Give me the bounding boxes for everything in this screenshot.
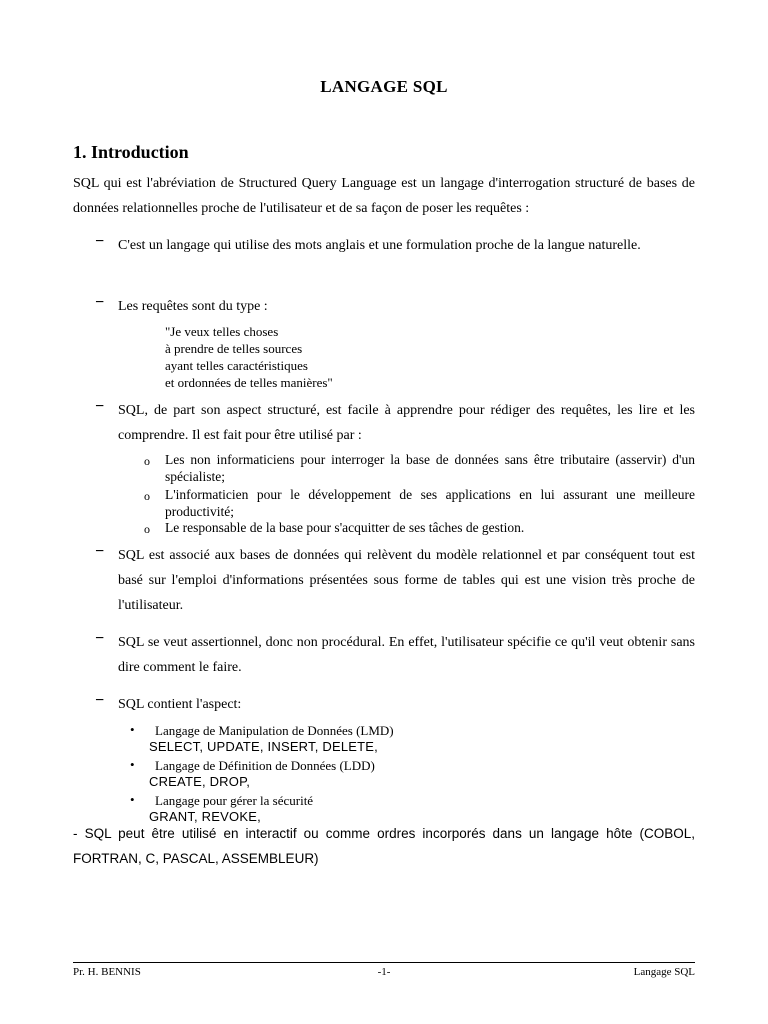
bullet-item: SQL est associé aux bases de données qui relèvent du modèle relationnel et par conséquent tout est basé sur l'emploi d'informations présentées sous forme de tables qui est une vision très proche de l'utilisateur. bbox=[118, 548, 695, 613]
section-heading: 1. Introduction bbox=[73, 142, 189, 162]
circle-bullet-icon: o bbox=[144, 489, 150, 503]
intro-paragraph: SQL qui est l'abréviation de Structured Query Language est un langage d'interrogation structuré de bases de données relationnelles proche de l'utilisateur et de sa façon de poser les requêtes : bbox=[73, 176, 695, 216]
footer-doc-title: Langage SQL bbox=[633, 966, 695, 978]
aspect-label: Langage de Manipulation de Données (LMD) bbox=[155, 723, 394, 738]
final-note: - SQL peut être utilisé en interactif ou comme ordres incorporés dans un langage hôte (COBOL, FORTRAN, C, PASCAL, ASSEMBLEUR) bbox=[73, 826, 695, 866]
bullet-item: Les requêtes sont du type : bbox=[118, 299, 268, 314]
quote-line: à prendre de telles sources bbox=[165, 341, 303, 356]
sub-list-item: L'informaticien pour le développement de ses applications en lui assurant une meilleure productivité; bbox=[165, 487, 695, 519]
dash-bullet-icon: − bbox=[95, 294, 105, 311]
disc-bullet-icon: • bbox=[130, 792, 135, 807]
dash-bullet-icon: − bbox=[95, 630, 105, 647]
aspect-commands: CREATE, DROP, bbox=[149, 774, 251, 789]
dash-bullet-icon: − bbox=[95, 692, 105, 709]
aspect-label: Langage de Définition de Données (LDD) bbox=[155, 758, 375, 773]
bullet-item: SQL se veut assertionnel, donc non procédural. En effet, l'utilisateur spécifie ce qu'il veut obtenir sans dire comment le faire. bbox=[118, 635, 695, 675]
bullet-item: SQL contient l'aspect: bbox=[118, 697, 242, 712]
circle-bullet-icon: o bbox=[144, 522, 150, 536]
footer-divider bbox=[73, 962, 695, 963]
bullet-item: C'est un langage qui utilise des mots anglais et une formulation proche de la langue naturelle. bbox=[118, 238, 641, 253]
quote-line: et ordonnées de telles manières" bbox=[165, 375, 333, 390]
sub-list-item: Les non informaticiens pour interroger la base de données sans être tributaire (asservir) d'un spécialiste; bbox=[165, 452, 695, 484]
sub-list-item: Le responsable de la base pour s'acquitter de ses tâches de gestion. bbox=[165, 520, 525, 535]
dash-bullet-icon: − bbox=[95, 543, 105, 560]
dash-bullet-icon: − bbox=[95, 233, 105, 250]
quote-line: ayant telles caractéristiques bbox=[165, 358, 308, 373]
aspect-commands: GRANT, REVOKE, bbox=[149, 809, 261, 824]
aspect-commands: SELECT, UPDATE, INSERT, DELETE, bbox=[149, 739, 378, 754]
quote-line: "Je veux telles choses bbox=[165, 324, 279, 339]
disc-bullet-icon: • bbox=[130, 722, 135, 737]
bullet-item: SQL, de part son aspect structuré, est facile à apprendre pour rédiger des requêtes, les lire et les comprendre. Il est fait pour être utilisé par : bbox=[118, 403, 695, 443]
page-title: LANGAGE SQL bbox=[320, 77, 448, 96]
footer-author: Pr. H. BENNIS bbox=[73, 966, 141, 978]
page-number: -1- bbox=[377, 966, 391, 978]
disc-bullet-icon: • bbox=[130, 757, 135, 772]
circle-bullet-icon: o bbox=[144, 454, 150, 468]
dash-bullet-icon: − bbox=[95, 398, 105, 415]
aspect-label: Langage pour gérer la sécurité bbox=[155, 793, 314, 808]
